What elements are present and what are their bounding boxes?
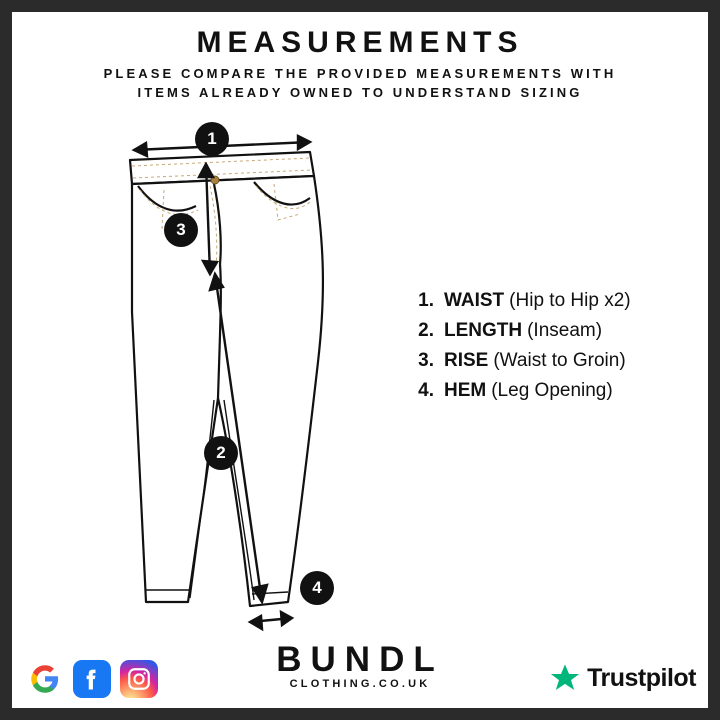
page-title: MEASUREMENTS xyxy=(196,26,524,59)
trustpilot-star-icon xyxy=(549,662,581,694)
legend-term: LENGTH xyxy=(444,320,523,341)
legend-item-hem xyxy=(404,380,704,402)
callout-marker-2 xyxy=(204,436,238,470)
legend-description: (Hip to Hip x2) xyxy=(509,290,631,311)
legend-item-length xyxy=(404,320,704,342)
legend-term: HEM xyxy=(444,380,487,401)
legend-item-rise xyxy=(404,350,704,372)
page-subtitle-line1: PLEASE COMPARE THE PROVIDED MEASUREMENTS WITH xyxy=(103,66,617,81)
jeans-diagram xyxy=(102,132,402,642)
google-icon[interactable] xyxy=(26,660,64,698)
legend-number: 1. xyxy=(418,290,434,311)
card-inner xyxy=(12,12,708,708)
trustpilot-label: Trustpilot xyxy=(587,663,696,692)
measurement-legend xyxy=(404,290,704,410)
callout-label: 4 xyxy=(312,578,322,597)
legend-description: (Inseam) xyxy=(527,320,603,341)
brand-name: BUNDL xyxy=(276,640,444,679)
legend-number: 3. xyxy=(418,350,434,371)
callout-label: 3 xyxy=(176,220,186,239)
legend-number: 2. xyxy=(418,320,434,341)
facebook-icon[interactable] xyxy=(73,660,111,698)
page-subtitle xyxy=(12,64,708,102)
legend-description: (Leg Opening) xyxy=(491,380,613,401)
page-subtitle-line2: ITEMS ALREADY OWNED TO UNDERSTAND SIZING xyxy=(137,85,583,100)
callout-marker-1 xyxy=(195,122,229,156)
legend-item-waist xyxy=(404,290,704,312)
trustpilot-badge[interactable] xyxy=(549,662,696,694)
callout-label: 2 xyxy=(216,443,226,462)
legend-number: 4. xyxy=(418,380,434,401)
callout-marker-4 xyxy=(300,571,334,605)
callout-marker-3 xyxy=(164,213,198,247)
callout-label: 1 xyxy=(207,129,217,148)
legend-description: (Waist to Groin) xyxy=(493,350,626,371)
legend-term: WAIST xyxy=(444,290,505,311)
legend-term: RISE xyxy=(444,350,489,371)
social-links xyxy=(26,660,158,698)
instagram-icon[interactable] xyxy=(120,660,158,698)
brand-domain: CLOTHING.CO.UK xyxy=(289,678,431,690)
